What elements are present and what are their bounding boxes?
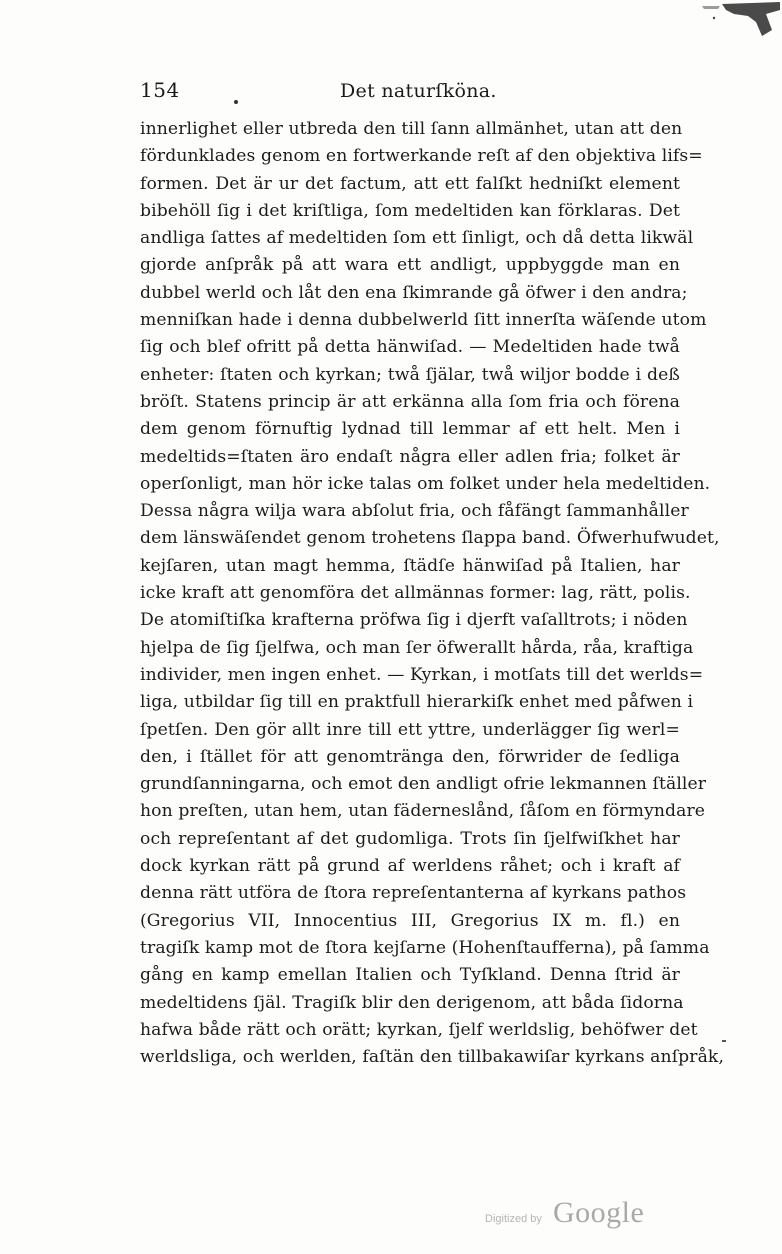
text-line: gång en kamp emellan Italien och Tyſkland. Denna ſtrid är	[140, 965, 680, 986]
text-line: (Gregorius VII, Innocentius III, Gregorius IX m. fl.) en	[140, 910, 680, 931]
text-line: ſpetſen. Den gör allt inre till ett yttre, underlägger ſig werl=	[140, 719, 680, 740]
scan-corner-smudge	[662, 0, 782, 38]
text-line: denna rätt utföra de ſtora repreſentanterna af kyrkans pathos	[140, 883, 687, 904]
text-line: gjorde anſpråk på att wara ett andligt, uppbyggde man en	[140, 255, 680, 276]
text-line: bröſt. Statens princip är att erkänna alla ſom fria och förena	[140, 391, 680, 412]
text-line: kejſaren, utan magt hemma, ſtädſe hänwiſad på Italien, har	[140, 555, 680, 576]
text-line: menniſkan hade i denna dubbelwerld ſitt innerſta wäſende utom	[140, 310, 707, 331]
text-line: den, i ſtället för att genomtränga den, förwrider de ſedliga	[140, 746, 680, 767]
page-header	[140, 78, 680, 108]
page-number: 154	[140, 78, 180, 102]
text-line: dem länswäſendet genom trohetens ſlappa band. Öfwerhufwudet,	[140, 528, 720, 549]
text-line: tragiſk kamp mot de ſtora kejſarne (Hohenſtaufferna), på ſamma	[140, 937, 710, 958]
text-line: individer, men ingen enhet. — Kyrkan, i motſats till det werlds=	[140, 664, 704, 685]
watermark-prefix: Digitized by	[485, 1213, 542, 1225]
text-line: fördunklades genom en fortwerkande reſt af den objektiva lifs=	[140, 146, 703, 167]
text-line: dubbel werld och låt den ena ſkimrande gå öfwer i den andra;	[140, 282, 688, 303]
text-line: bibehöll ſig i det kriſtliga, ſom medeltiden kan förklaras. Det	[140, 200, 680, 221]
text-line: formen. Det är ur det factum, att ett falſkt hedniſkt element	[140, 173, 680, 194]
text-line: icke kraft att genomföra det allmännas former: lag, rätt, polis.	[140, 583, 691, 604]
text-line: liga, utbildar ſig till en praktfull hierarkiſk enhet med påfwen i	[140, 692, 694, 713]
digitization-watermark	[485, 1198, 685, 1238]
text-line: medeltids=ſtaten äro endaſt några eller adlen fria; folket är	[140, 446, 680, 467]
watermark-brand-logo: Google	[553, 1196, 645, 1229]
text-line: hafwa både rätt och orätt; kyrkan, ſjelf werldslig, behöfwer det	[140, 1019, 698, 1040]
running-title: Det naturſköna.	[340, 80, 497, 102]
text-line: hon preſten, utan hem, utan fäderneslånd, ſåſom en förmyndare	[140, 801, 706, 822]
text-line: grundſanningarna, och emot den andligt ofrie lekmannen ſtäller	[140, 774, 707, 795]
text-line: ſig och blef ofritt på detta hänwiſad. — Medeltiden hade twå	[140, 337, 680, 358]
text-line: andliga ſattes af medeltiden ſom ett ſinligt, och då detta likwäl	[140, 228, 694, 249]
text-line: och repreſentant af det gudomliga. Trots ſin ſjelfwiſkhet har	[140, 828, 680, 849]
text-line: hjelpa de ſig ſjelfwa, och man ſer öfwerallt hårda, råa, kraftiga	[140, 637, 694, 658]
text-line: De atomiſtiſka krafterna pröfwa ſig i djerft vaſalltrots; i nöden	[140, 610, 688, 631]
text-line: dock kyrkan rätt på grund af werldens råhet; och i kraft af	[140, 856, 680, 877]
ink-speck	[234, 100, 238, 104]
text-line: medeltidens ſjäl. Tragiſk blir den derigenom, att båda ſidorna	[140, 992, 684, 1013]
text-line: dem genom förnuftig lydnad till lemmar af ett helt. Men i	[140, 419, 680, 440]
text-line: enheter: ſtaten och kyrkan; twå ſjälar, twå wiljor bodde i deß	[140, 364, 680, 385]
text-line: Dessa några wilja wara abſolut fria, och fåfängt ſammanhåller	[140, 501, 689, 522]
margin-mark	[722, 1040, 726, 1042]
text-line: innerlighet eller utbreda den till ſann allmänhet, utan att den	[140, 119, 683, 139]
body-text	[140, 116, 725, 1071]
text-line: werldsliga, och werlden, faſtän den tillbakawiſar kyrkans anſpråk,	[140, 1047, 725, 1068]
text-line: operſonligt, man hör icke talas om folket under hela medeltiden.	[140, 473, 711, 494]
